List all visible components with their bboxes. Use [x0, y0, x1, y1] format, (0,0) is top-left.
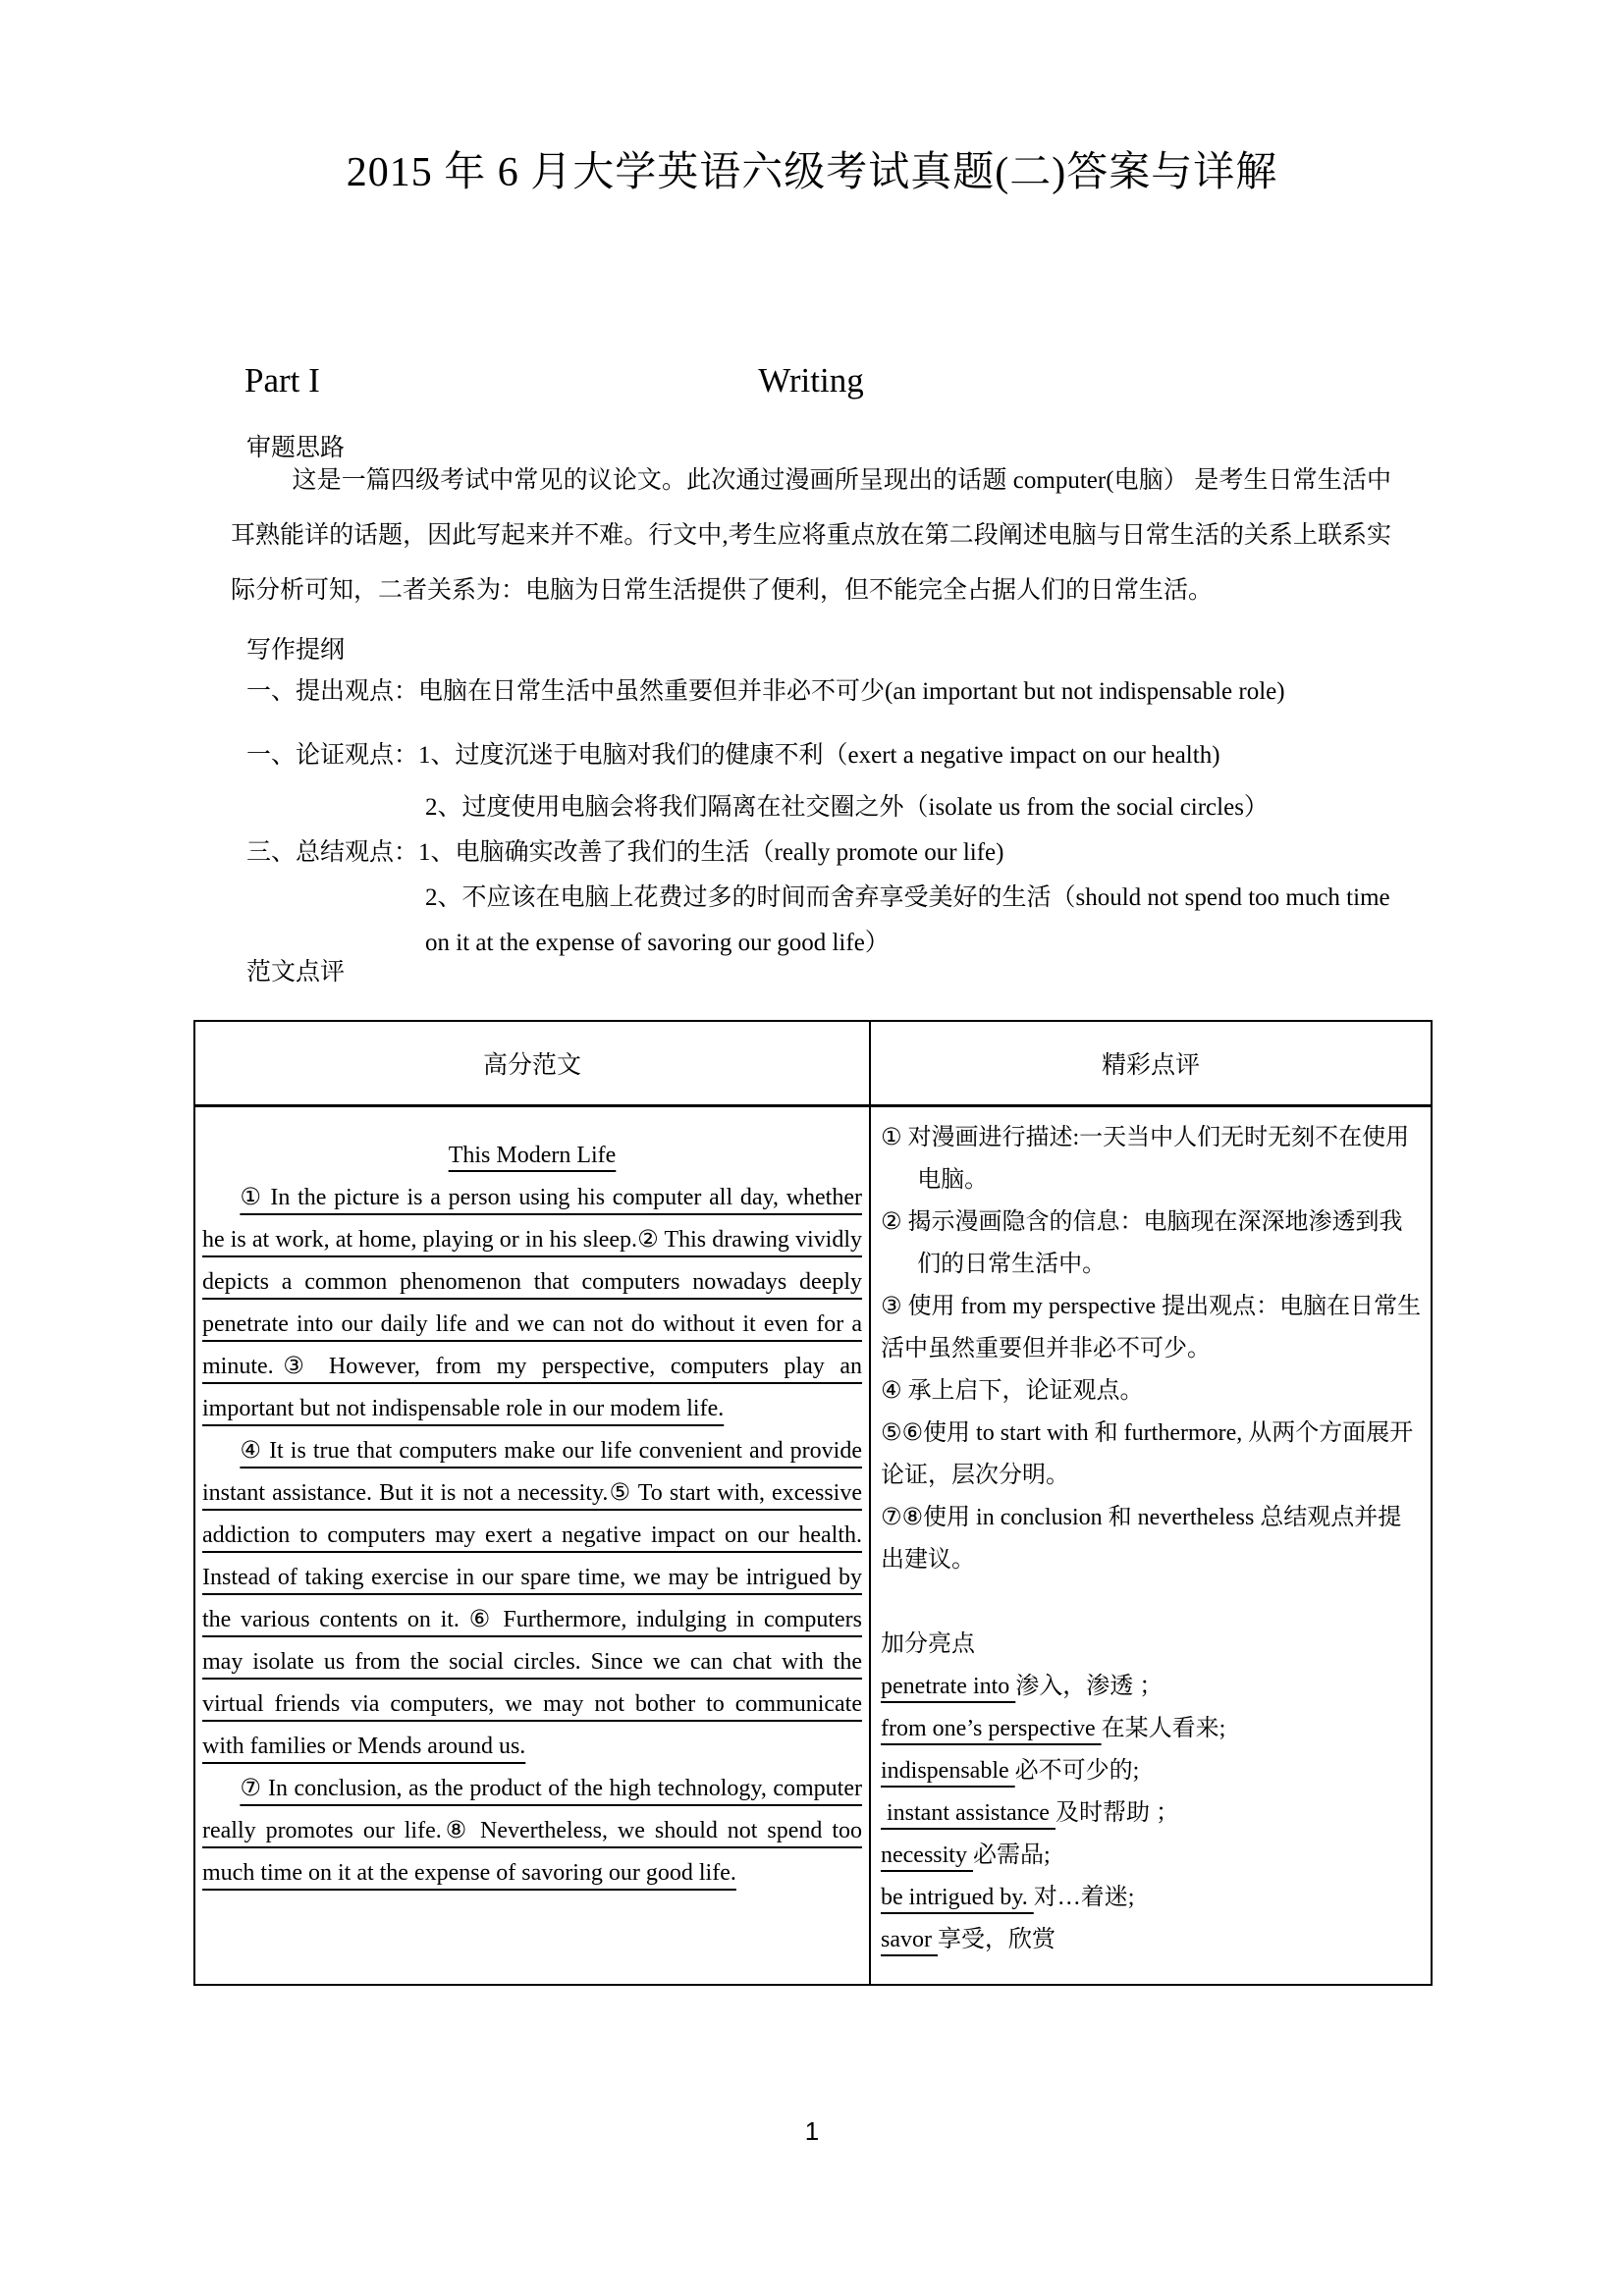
outline-list — [246, 669, 1435, 966]
review-heading: 范文点评 — [246, 959, 346, 986]
outline-item — [246, 830, 1435, 876]
essay-paragraph-1: ① In the picture is a person using his computer all day, whether he is at work, at home, playing or in his sleep.② This drawing vividly depicts a common phenomenon that computers nowadays deeply penetrate into our daily life and we can not do without it even for a minute.③ However, from my perspective, computers play an important but not indispensable role in our modem life. — [202, 1185, 862, 1421]
vocab-en: from one’s perspective — [881, 1716, 1102, 1741]
vocab-en: necessity — [881, 1842, 973, 1868]
vocab-zh: 及时帮助 ； — [1055, 1800, 1179, 1826]
outline-item-label: 一、提出观点： — [246, 678, 419, 705]
outline-item-text: on it at the expense of savoring our good life） — [425, 930, 890, 956]
vocab-item — [881, 1877, 1423, 1919]
essay-paragraph-2: ④ It is true that computers make our life convenient and provide instant assistance. But it is not a necessity.⑤ To start with, excessive addiction to computers may exert a negative impact on our health. Instead of taking exercise in our spare time, we may be intrigued by the various contents on it. ⑥ Furthermore, indulging in computers may isolate us from the social circles. Since we can chat with the virtual friends via computers, we may not bother to communicate with families or Mends around us. — [202, 1438, 862, 1759]
comment-item: ⑤⑥使用 to start with 和 furthermore, 从两个方面展开论证，层次分明。 — [881, 1420, 1414, 1488]
vocab-zh: 渗入，渗透 ； — [1015, 1674, 1164, 1699]
table-header-essay: 高分范文 — [482, 1052, 581, 1079]
essay-title-text: This Modern Life — [448, 1143, 617, 1168]
vocab-zh: 在某人看来; — [1101, 1716, 1226, 1741]
outline-item-text: 2、不应该在电脑上花费过多的时间而舍弃享受美好的生活（should not spend too much time — [425, 884, 1390, 911]
vocab-item — [881, 1919, 1423, 1961]
table-header-row — [195, 1022, 1431, 1107]
outline-item-text: 1、过度沉迷于电脑对我们的健康不利（exert a negative impact on our health) — [418, 742, 1220, 769]
vocab-en: instant assistance — [881, 1800, 1056, 1826]
vocab-zh: 必需品; — [972, 1842, 1051, 1868]
comments-cell — [869, 1107, 1431, 1984]
part-title: Writing — [758, 361, 864, 400]
outline-item-label: 三、总结观点： — [246, 839, 419, 866]
essay-paragraph-3: ⑦ In conclusion, as the product of the high technology, computer really promotes our life.⑧ Nevertheless, we should not spend too much time on it at the expense of savoring our good life. — [202, 1776, 862, 1886]
analysis-heading: 审题思路 — [246, 435, 346, 461]
outline-heading: 写作提纲 — [246, 637, 346, 664]
comment-item: ① 对漫画进行描述:一天当中人们无时无刻不在使用电脑。 — [881, 1125, 1410, 1193]
blank-line — [881, 1581, 1423, 1624]
highlights-heading: 加分亮点 — [881, 1631, 975, 1657]
comment-item: ② 揭示漫画隐含的信息：电脑现在深深地渗透到我们的日常生活中。 — [881, 1209, 1403, 1277]
outline-item — [246, 733, 1435, 778]
outline-item — [246, 785, 1435, 830]
outline-item-label: 一、论证观点： — [246, 742, 419, 769]
outline-item-text: 电脑在日常生活中虽然重要但并非必不可少(an important but not indispensable role) — [418, 678, 1285, 705]
outline-item-text: 1、电脑确实改善了我们的生活（really promote our life) — [418, 839, 1004, 866]
vocab-item — [881, 1750, 1423, 1792]
comment-item: ③ 使用 from my perspective 提出观点：电脑在日常生活中虽然重要但并非必不可少。 — [881, 1294, 1422, 1362]
vocab-en: be intrigued by. — [881, 1885, 1034, 1910]
comment-item: ④ 承上启下，论证观点。 — [881, 1378, 1144, 1404]
comment-item: ⑦⑧使用 in conclusion 和 nevertheless 总结观点并提出建议。 — [881, 1505, 1402, 1573]
review-table — [193, 1020, 1433, 1986]
document-title: 2015 年 6 月大学英语六级考试真题(二)答案与详解 — [346, 150, 1278, 195]
vocab-zh: 对…着迷; — [1033, 1885, 1135, 1910]
vocab-en: indispensable — [881, 1758, 1015, 1784]
vocab-en: savor — [881, 1927, 938, 1952]
page-number: 1 — [804, 2116, 820, 2146]
part-label: Part I — [244, 361, 320, 400]
table-body-row — [195, 1107, 1431, 1984]
outline-item-text: 2、过度使用电脑会将我们隔离在社交圈之外（isolate us from the social circles） — [425, 794, 1269, 821]
vocab-item — [881, 1708, 1423, 1750]
vocab-item — [881, 1666, 1423, 1708]
outline-item — [246, 921, 1435, 966]
part-heading — [231, 361, 1391, 410]
vocab-zh: 必不可少的; — [1014, 1758, 1140, 1784]
vocab-en: penetrate into — [881, 1674, 1016, 1699]
analysis-paragraph: 这是一篇四级考试中常见的议论文。此次通过漫画所呈现出的话题 computer(电脑） 是考生日常生活中耳熟能详的话题，因此写起来并不难。行文中,考生应将重点放在第二段阐述电脑与日常生活的关系上联系实际分析可知，二者关系为：电脑为日常生活提供了便利，但不能完全占据人们的日常生活。 — [231, 467, 1391, 604]
outline-item — [246, 876, 1435, 921]
table-header-comments: 精彩点评 — [869, 1022, 1431, 1104]
essay-title — [202, 1135, 862, 1177]
vocab-item — [881, 1792, 1423, 1835]
essay-cell — [195, 1107, 869, 1984]
vocab-item — [881, 1835, 1423, 1877]
outline-item — [246, 669, 1435, 715]
vocab-zh: 享受，欣赏 — [937, 1927, 1056, 1952]
